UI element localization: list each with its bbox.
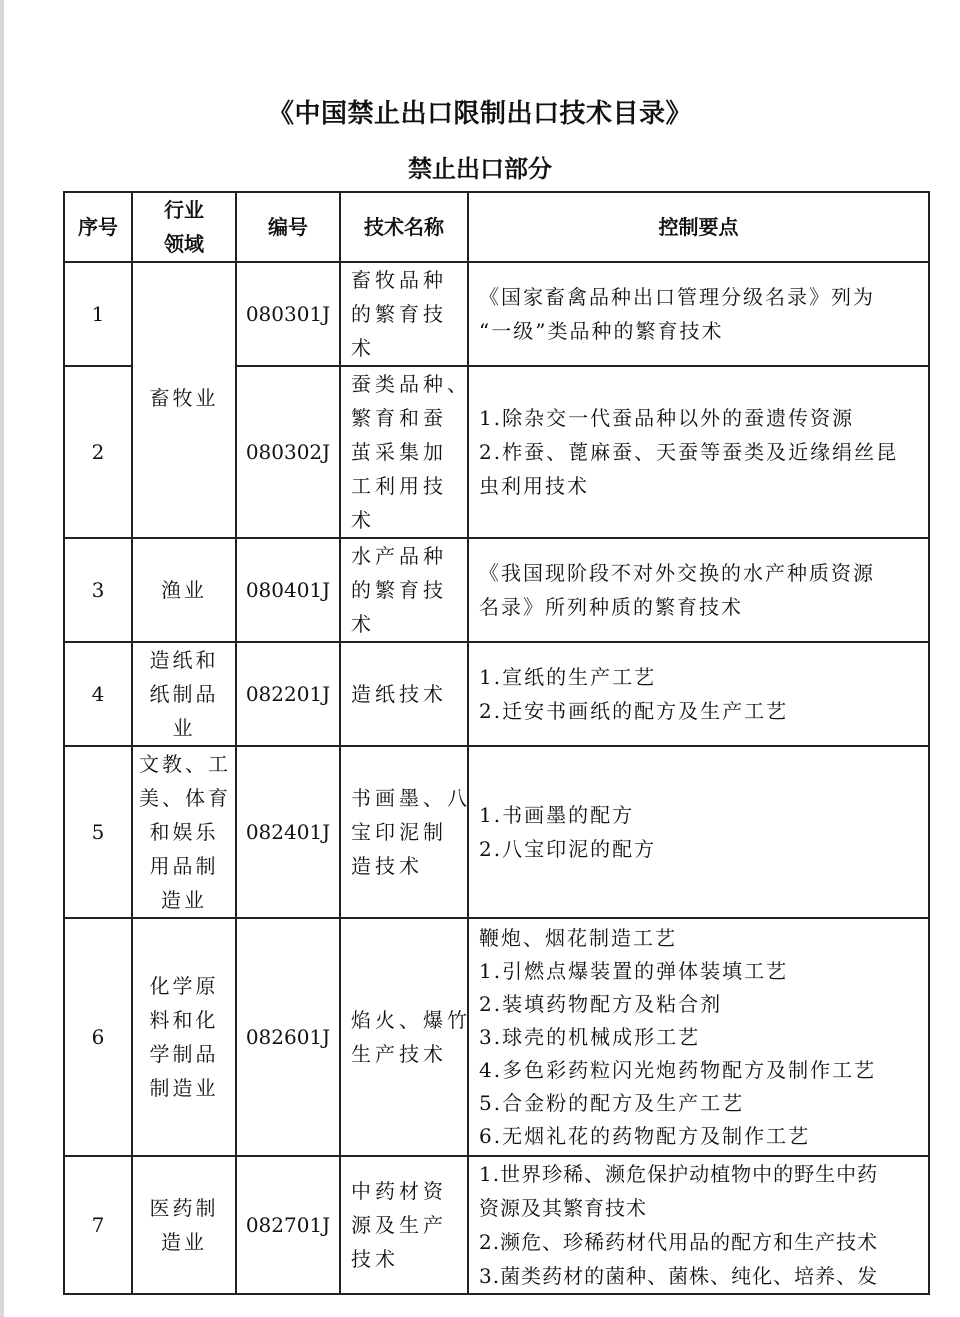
control-line: 资源及其繁育技术 bbox=[479, 1196, 647, 1220]
cell-tech-name bbox=[340, 1156, 468, 1294]
industry-line: 医药制 bbox=[149, 1196, 219, 1220]
tech-line: 造纸技术 bbox=[351, 682, 447, 706]
tech-line: 水产品种 bbox=[351, 544, 447, 568]
control-line: 名录》所列种质的繁育技术 bbox=[479, 595, 743, 619]
document-title: 《中国禁止出口限制出口技术目录》 bbox=[267, 99, 692, 129]
cell-seq: 2 bbox=[64, 366, 132, 538]
tech-line: 焰火、爆竹 bbox=[351, 1008, 471, 1032]
tech-line: 术 bbox=[351, 508, 375, 532]
tech-line: 中药材资 bbox=[351, 1179, 447, 1203]
industry-line: 制造业 bbox=[149, 1076, 219, 1100]
industry-line: 纸制品 bbox=[149, 682, 219, 706]
cell-tech-name bbox=[340, 918, 471, 1156]
cell-tech-name bbox=[340, 746, 471, 918]
header-industry bbox=[132, 192, 236, 262]
industry-line: 造业 bbox=[161, 888, 207, 912]
tech-line: 源及生产 bbox=[351, 1213, 447, 1237]
control-line: 《国家畜禽品种出口管理分级名录》列为 bbox=[479, 285, 875, 309]
control-line: 《我国现阶段不对外交换的水产种质资源 bbox=[479, 561, 875, 585]
cell-seq: 7 bbox=[64, 1156, 132, 1294]
cell-control bbox=[468, 918, 929, 1156]
tech-line: 书画墨、八 bbox=[351, 786, 471, 810]
cell-control bbox=[468, 366, 929, 538]
table-row bbox=[64, 642, 929, 746]
table-row bbox=[64, 918, 929, 1156]
cell-control bbox=[468, 262, 929, 366]
control-line: 2.濒危、珍稀药材代用品的配方和生产技术 bbox=[479, 1230, 879, 1254]
header-industry-line2: 领域 bbox=[164, 232, 204, 256]
cell-tech-name bbox=[340, 538, 468, 642]
control-line: 1.引燃点爆装置的弹体装填工艺 bbox=[479, 958, 789, 983]
control-line: 6.无烟礼花的药物配方及制作工艺 bbox=[479, 1123, 811, 1148]
tech-line: 畜牧品种 bbox=[351, 268, 447, 292]
header-seq: 序号 bbox=[64, 192, 132, 262]
cell-seq: 5 bbox=[64, 746, 132, 918]
cell-seq: 4 bbox=[64, 642, 132, 746]
cell-code: 082201J bbox=[236, 642, 340, 746]
industry-line: 化学原 bbox=[149, 974, 219, 998]
cell-control bbox=[468, 1156, 929, 1294]
tech-line: 工利用技 bbox=[351, 474, 447, 498]
cell-control bbox=[468, 538, 929, 642]
table-row bbox=[64, 1156, 929, 1294]
industry-line: 和娱乐 bbox=[149, 820, 219, 844]
header-code: 编号 bbox=[236, 192, 340, 262]
control-line: 3.球壳的机械成形工艺 bbox=[479, 1024, 701, 1049]
technology-catalog-table bbox=[63, 191, 930, 1295]
control-line: 2.装填药物配方及粘合剂 bbox=[479, 991, 723, 1016]
tech-line: 茧采集加 bbox=[351, 440, 447, 464]
cell-tech-name bbox=[340, 366, 471, 538]
cell-industry bbox=[132, 746, 236, 918]
control-line: “一级”类品种的繁育技术 bbox=[479, 319, 724, 343]
tech-line: 造技术 bbox=[351, 854, 423, 878]
cell-seq: 6 bbox=[64, 918, 132, 1156]
cell-seq: 3 bbox=[64, 538, 132, 642]
control-line: 1.宣纸的生产工艺 bbox=[479, 665, 657, 689]
table-row bbox=[64, 262, 929, 366]
header-industry-line1: 行业 bbox=[164, 198, 204, 222]
industry-line: 用品制 bbox=[149, 854, 219, 878]
header-control: 控制要点 bbox=[468, 192, 929, 262]
tech-line: 技术 bbox=[351, 1247, 399, 1271]
tech-line: 生产技术 bbox=[351, 1042, 447, 1066]
document-subtitle: 禁止出口部分 bbox=[408, 155, 552, 183]
tech-line: 宝印泥制 bbox=[351, 820, 447, 844]
cell-code: 082701J bbox=[236, 1156, 340, 1294]
control-line: 1.除杂交一代蚕品种以外的蚕遗传资源 bbox=[479, 406, 855, 430]
tech-line: 的繁育技 bbox=[351, 302, 447, 326]
industry-line: 畜牧业 bbox=[149, 386, 219, 410]
cell-industry bbox=[132, 918, 236, 1156]
table-header-row bbox=[64, 192, 929, 262]
cell-seq: 1 bbox=[64, 262, 132, 366]
tech-line: 术 bbox=[351, 336, 375, 360]
cell-industry bbox=[132, 642, 236, 746]
control-line: 2.迁安书画纸的配方及生产工艺 bbox=[479, 699, 789, 723]
cell-tech-name bbox=[340, 262, 468, 366]
control-line: 4.多色彩药粒闪光炮药物配方及制作工艺 bbox=[479, 1057, 877, 1082]
cell-code: 080401J bbox=[236, 538, 340, 642]
cell-industry bbox=[132, 1156, 236, 1294]
industry-line: 文教、工 bbox=[139, 752, 231, 776]
control-line: 5.合金粉的配方及生产工艺 bbox=[479, 1090, 745, 1115]
page-left-edge bbox=[0, 0, 4, 1317]
cell-code: 082401J bbox=[236, 746, 340, 918]
control-line: 鞭炮、烟花制造工艺 bbox=[479, 925, 677, 950]
tech-line: 术 bbox=[351, 612, 375, 636]
industry-line: 造纸和 bbox=[149, 648, 219, 672]
cell-industry bbox=[132, 538, 236, 642]
cell-code: 082601J bbox=[236, 918, 340, 1156]
tech-line: 的繁育技 bbox=[351, 578, 447, 602]
tech-line: 蚕类品种、 bbox=[351, 372, 471, 396]
industry-line: 业 bbox=[172, 716, 196, 740]
control-line: 1.世界珍稀、濒危保护动植物中的野生中药 bbox=[479, 1162, 879, 1186]
tech-line: 繁育和蚕 bbox=[351, 406, 447, 430]
table-row bbox=[64, 538, 929, 642]
industry-line: 美、体育 bbox=[139, 786, 231, 810]
control-line: 3.菌类药材的菌种、菌株、纯化、培养、发 bbox=[479, 1264, 879, 1288]
cell-code: 080302J bbox=[236, 366, 340, 538]
cell-industry bbox=[132, 262, 236, 538]
control-line: 1.书画墨的配方 bbox=[479, 803, 635, 827]
table-row bbox=[64, 746, 929, 918]
industry-line: 渔业 bbox=[161, 578, 207, 602]
control-line: 2.八宝印泥的配方 bbox=[479, 837, 657, 861]
cell-control bbox=[468, 746, 929, 918]
industry-line: 学制品 bbox=[149, 1042, 219, 1066]
header-tech-name: 技术名称 bbox=[340, 192, 468, 262]
industry-line: 造业 bbox=[161, 1230, 207, 1254]
control-line: 虫利用技术 bbox=[479, 474, 589, 498]
cell-tech-name bbox=[340, 642, 468, 746]
control-line: 2.柞蚕、蓖麻蚕、天蚕等蚕类及近缘绢丝昆 bbox=[479, 440, 899, 464]
industry-line: 料和化 bbox=[149, 1008, 219, 1032]
cell-code: 080301J bbox=[236, 262, 340, 366]
cell-control bbox=[468, 642, 929, 746]
